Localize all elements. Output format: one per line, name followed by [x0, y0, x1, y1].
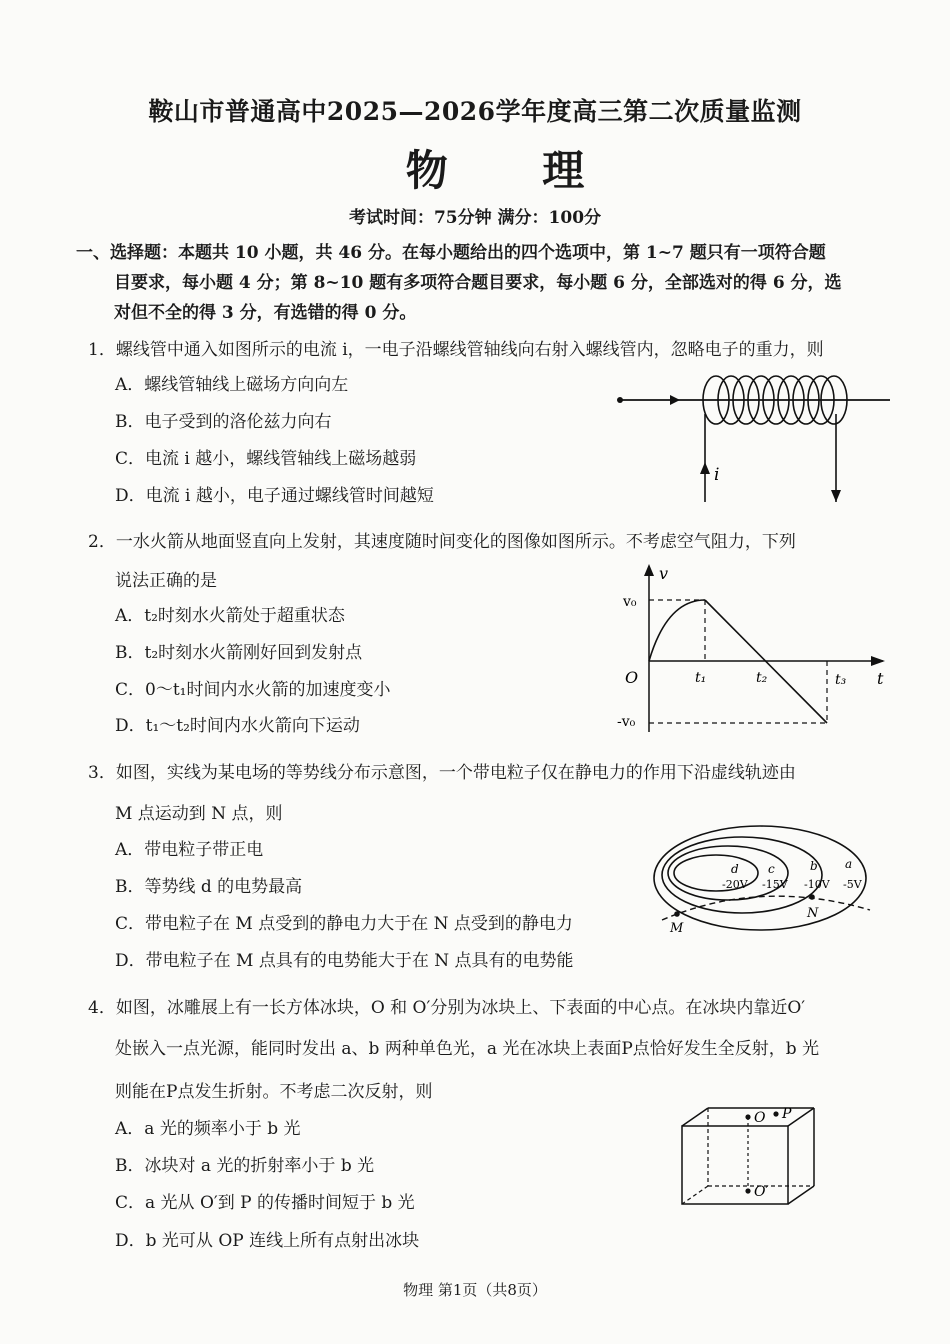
point-n-dot	[809, 894, 815, 900]
particle-trajectory	[662, 896, 870, 920]
point-p-dot	[773, 1111, 778, 1116]
line-a-value: -5V	[843, 878, 862, 891]
neg-v0-label: -v₀	[617, 714, 636, 730]
q1-option-b: B．电子受到的洛伦兹力向右	[115, 412, 332, 432]
q3-option-d: D．带电粒子在 M 点具有的电势能大于在 N 点具有的电势能	[115, 951, 574, 971]
q2-stem-1: 2．一水火箭从地面竖直向上发射，其速度随时间变化的图像如图所示。不考虑空气阻力，下列	[88, 532, 796, 552]
q4-option-d: D．b 光可从 OP 连线上所有点射出冰块	[115, 1231, 420, 1251]
current-label: i	[714, 465, 720, 485]
point-o-dot	[745, 1114, 750, 1119]
q2-stem-2: 说法正确的是	[115, 571, 217, 591]
v-axis-arrow-icon	[644, 564, 654, 576]
exam-title: 鞍山市普通高中2025—2026学年度高三第二次质量监测	[148, 97, 802, 126]
point-m-label: M	[670, 921, 684, 936]
point-o-label: O	[754, 1110, 766, 1126]
line-d-letter: d	[731, 862, 739, 876]
q4-stem-3: 则能在P点发生折射。不考虑二次反射，则	[115, 1082, 433, 1102]
point-p-label: P	[782, 1106, 792, 1122]
line-c-letter: c	[768, 862, 775, 876]
point-n-label: N	[807, 906, 819, 921]
origin-label: O	[625, 668, 639, 687]
q1-option-d: D．电流 i 越小，电子通过螺线管时间越短	[115, 486, 434, 506]
electron-dot	[617, 397, 623, 403]
t3-label: t₃	[835, 672, 847, 688]
q4-ice-block-figure	[676, 1100, 826, 1210]
v0-label: v₀	[623, 594, 637, 610]
page-footer: 物理 第1页（共8页）	[403, 1281, 547, 1299]
q1-option-a: A．螺线管轴线上磁场方向向左	[115, 375, 349, 395]
line-b-value: -10V	[804, 878, 830, 891]
q1-stem: 1．螺线管中通入如图所示的电流 i，一电子沿螺线管轴线向右射入螺线管内，忽略电子的重力，则	[88, 340, 824, 360]
q3-stem-1: 3．如图，实线为某电场的等势线分布示意图，一个带电粒子仅在静电力的作用下沿虚线轨迹由	[88, 763, 796, 783]
q2-option-a: A．t₂时刻水火箭处于超重状态	[115, 606, 345, 626]
q3-option-a: A．带电粒子带正电	[115, 840, 264, 860]
q3-option-c: C．带电粒子在 M 点受到的静电力大于在 N 点受到的静电力	[115, 914, 573, 934]
point-oprime-label: O′	[754, 1184, 769, 1200]
line-d-value: -20V	[722, 878, 748, 891]
line-c-value: -15V	[762, 878, 788, 891]
current-up-arrow-icon	[700, 462, 710, 474]
t2-label: t₂	[756, 670, 768, 686]
q2-option-b: B．t₂时刻水火箭刚好回到发射点	[115, 643, 363, 663]
section-instructions	[78, 238, 900, 328]
q3-equipotential-figure	[640, 818, 885, 938]
point-oprime-dot	[745, 1188, 750, 1193]
q1-option-c: C．电流 i 越小，螺线管轴线上磁场越弱	[115, 449, 417, 469]
equipotential-lines	[654, 826, 866, 930]
t-axis-arrow-icon	[871, 656, 885, 666]
q2-vt-graph	[615, 560, 895, 740]
q4-stem-1: 4．如图，冰雕展上有一长方体冰块，O 和 O′分别为冰块上、下表面的中心点。在冰块内靠近O′	[88, 998, 806, 1018]
q2-option-d: D．t₁～t₂时间内水火箭向下运动	[115, 716, 360, 736]
point-m-dot	[674, 911, 680, 917]
section-line-1: 一、选择题：本题共 10 小题，共 46 分。在每小题给出的四个选项中，第 1~7 题只有一项符合题	[76, 243, 826, 263]
q3-stem-2: M 点运动到 N 点，则	[115, 804, 283, 824]
line-b-letter: b	[810, 859, 818, 873]
subject-title: 物 理	[405, 146, 625, 195]
q4-option-b: B．冰块对 a 光的折射率小于 b 光	[115, 1156, 375, 1176]
q4-option-a: A．a 光的频率小于 b 光	[115, 1119, 301, 1139]
q4-option-c: C．a 光从 O′到 P 的传播时间短于 b 光	[115, 1193, 415, 1213]
axis-arrow-icon	[670, 395, 680, 405]
q2-option-c: C．0～t₁时间内水火箭的加速度变小	[115, 680, 391, 700]
q3-option-b: B．等势线 d 的电势最高	[115, 877, 303, 897]
current-down-arrow-icon	[831, 490, 841, 502]
accel-curve	[649, 600, 705, 661]
q1-solenoid-figure	[610, 362, 895, 512]
exam-info: 考试时间：75分钟 满分：100分	[348, 208, 602, 228]
t-axis-label: t	[877, 669, 884, 688]
q4-stem-2: 处嵌入一点光源，能同时发出 a、b 两种单色光，a 光在冰块上表面P点恰好发生全反射，b 光	[115, 1039, 820, 1059]
v-axis-label: v	[659, 564, 669, 583]
section-line-3: 对但不全的得 3 分，有选错的得 0 分。	[114, 303, 417, 323]
section-line-2: 目要求，每小题 4 分；第 8~10 题有多项符合题目要求，每小题 6 分，全部选对的得 6 分，选	[114, 273, 842, 293]
t1-label: t₁	[695, 670, 707, 686]
line-a-letter: a	[845, 857, 853, 871]
